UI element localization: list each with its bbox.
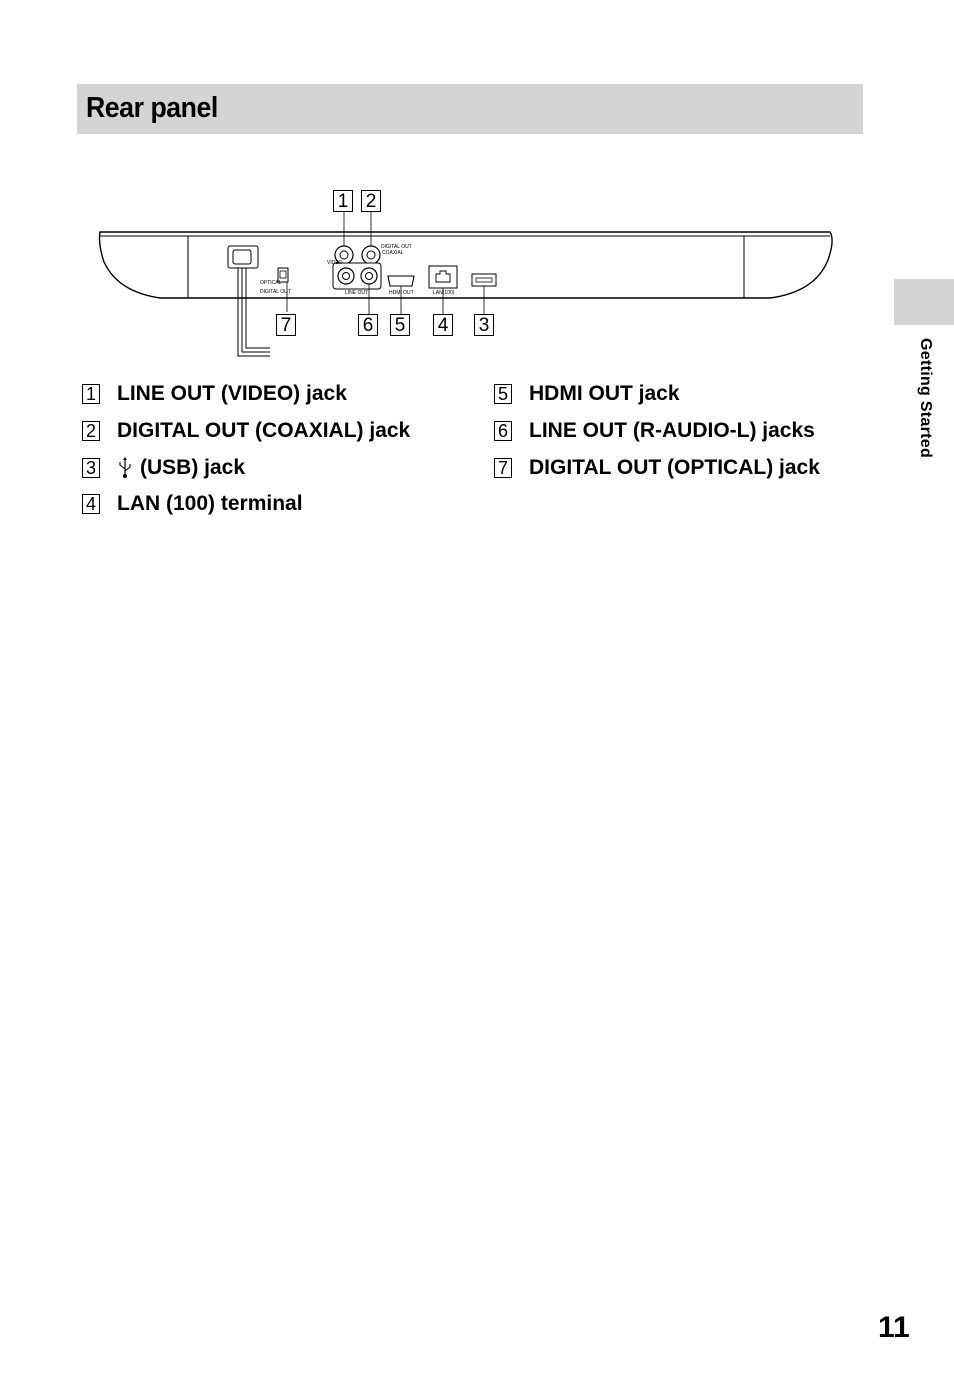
callout-2: 2 — [361, 190, 381, 212]
panel-label-hdmi-out: HDMI OUT — [389, 290, 414, 296]
section-title: Rear panel — [86, 92, 218, 124]
panel-label-video: VIDEO — [327, 260, 343, 266]
legend-number: 3 — [82, 458, 100, 478]
chapter-tab — [894, 279, 954, 325]
callout-1: 1 — [333, 190, 353, 212]
panel-label-digital-out: DIGITAL OUT — [381, 244, 412, 250]
legend-number: 7 — [494, 458, 512, 478]
legend-item — [494, 418, 815, 444]
legend-number: 6 — [494, 421, 512, 441]
callout-5: 5 — [390, 314, 410, 336]
legend-number: 1 — [82, 384, 100, 404]
legend-text: LINE OUT (VIDEO) jack — [117, 382, 347, 405]
callout-6: 6 — [358, 314, 378, 336]
legend-text: LINE OUT (R-AUDIO-L) jacks — [529, 419, 815, 442]
legend-item — [82, 418, 410, 444]
legend-number: 5 — [494, 384, 512, 404]
section-title-bar — [77, 84, 863, 134]
callout-4: 4 — [433, 314, 453, 336]
legend-number: 2 — [82, 421, 100, 441]
chapter-label: Getting Started — [917, 338, 934, 459]
usb-icon — [117, 456, 133, 480]
callout-7: 7 — [276, 314, 296, 336]
panel-label-lan: LAN(100) — [433, 290, 455, 296]
line-out-audio-jacks — [333, 263, 381, 314]
legend-item — [82, 381, 347, 407]
callout-3: 3 — [474, 314, 494, 336]
legend-item — [494, 381, 680, 407]
legend-item — [82, 491, 303, 517]
page-number: 11 — [878, 1311, 910, 1344]
legend-text: DIGITAL OUT (OPTICAL) jack — [529, 456, 820, 479]
legend-item — [82, 455, 245, 481]
player-body — [100, 232, 833, 298]
legend-text: HDMI OUT jack — [529, 382, 680, 405]
legend-text: LAN (100) terminal — [117, 492, 303, 515]
rear-panel-legend — [0, 381, 954, 531]
legend-item — [494, 455, 820, 481]
panel-label-digital-out-optical: DIGITAL OUT — [260, 289, 291, 295]
rear-panel-diagram — [90, 180, 850, 370]
rear-panel-drawing — [90, 180, 850, 370]
panel-label-line-out: LINE OUT — [345, 290, 369, 296]
panel-label-coaxial: COAXIAL — [382, 250, 404, 256]
legend-number: 4 — [82, 494, 100, 514]
panel-label-optical: OPTICAL — [260, 280, 282, 286]
legend-text: (USB) jack — [140, 456, 246, 479]
legend-text: DIGITAL OUT (COAXIAL) jack — [117, 419, 411, 442]
